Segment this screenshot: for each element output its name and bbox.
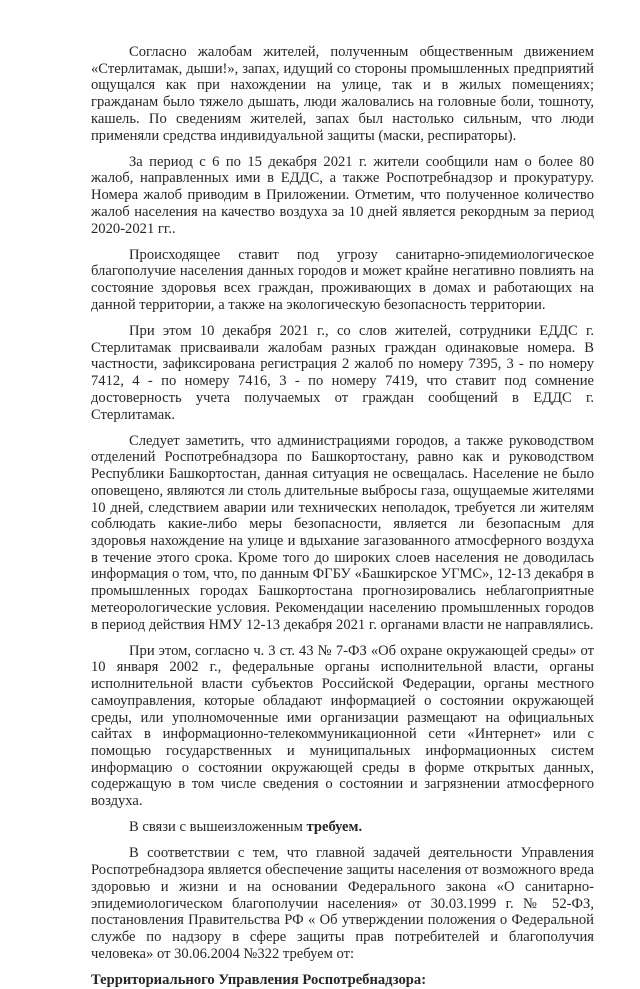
demand-prefix: В связи с вышеизложенным [129,819,307,836]
paragraph-health-threat: Происходящее ставит под угрозу санитарно-эпидемиологическое благополучие населения данных городов и может крайне негативно повлиять на состояние здоровья всех граждан, проживающих в домах и работающих на данной территории, а также на экологическую безопасность территории. [91,246,594,313]
paragraph-edds-numbering: При этом 10 декабря 2021 г., со слов жителей, сотрудники ЕДДС г. Стерлитамак присваивали жалобам разных граждан одинаковые номера. В частности, зафиксирована регистрация 2 жалоб по номеру 7395, 3 - по номеру 7412, 4 - по номеру 7416, 3 - по номеру 7419, что ставит под сомнение достоверность учета получаемых от граждан сообщений в ЕДДС г. Стерлитамак. [91,323,594,423]
document-page [91,44,594,989]
demand-bold-word: требуем. [306,819,363,836]
paragraph-no-notification: Следует заметить, что администрациями городов, а также руководством отделений Роспотребнадзора по Башкортостану, равно как и руководством Республики Башкортостан, данная ситуация не освещалась. Население не было оповещено, являются ли столь длительные выбросы газа, ощущаемые жителями 10 дней, следствием аварии или технических неполадок, требуется ли жителям соблюдать какие-либо меры безопасности, является ли безопасным для здоровья нахождение на улице и вдыхание загазованного атмосферного воздуха в течение этого срока. Кроме того до широких слоев населения не доводилась информация о том, что, по данным ФГБУ «Башкирское УГМС», 12-13 декабря в промышленных городах Башкортостана прогнозировались неблагоприятные метеорологические условия. Рекомендации населению промышленных городов в период действия НМУ 12-13 декабря 2021 г. органами власти не направлялись. [91,432,594,633]
paragraph-demand [91,819,594,836]
section-heading: Территориального Управления Роспотребнадзора: [91,971,427,988]
paragraph-complaints-count: За период с 6 по 15 декабря 2021 г. жители сообщили нам о более 80 жалоб, направленных ими в ЕДДС, а также Роспотребнадзор и прокуратуру. Номера жалоб приводим в Приложении. Отметим, что полученное количество жалоб населения на качество воздуха за 10 дней является рекордным за период 2020-2021 гг.. [91,153,594,237]
paragraph-complaints-smell: Согласно жалобам жителей, полученным общественным движением «Стерлитамак, дыши!», запах, идущий со стороны промышленных предприятий ощущался как при нахождении на улице, так и в жилых помещениях; гражданам было тяжело дышать, люди жаловались на головные боли, тошноту, кашель. По сведениям жителей, запах был настолько сильным, что люди применяли средства индивидуальной защиты (маски, респираторы). [91,44,594,144]
paragraph-law-reference: При этом, согласно ч. 3 ст. 43 № 7-ФЗ «Об охране окружающей среды» от 10 января 2002 г., федеральные органы исполнительной власти, органы исполнительной власти субъектов Российской Федерации, органы местного самоуправления, которые обладают информацией о состоянии окружающей среды, или уполномоченные ими организации размещают на официальных сайтах в информационно-телекоммуникационной сети «Интернет» или с помощью государственных и муниципальных информационных систем информацию о состоянии окружающей среды в форме открытых данных, содержащую в том числе сведения о состоянии и загрязнении атмосферного воздуха. [91,642,594,810]
paragraph-legal-basis: В соответствии с тем, что главной задачей деятельности Управления Роспотребнадзора является обеспечение защиты населения от возможного вреда здоровью и жизни и на основании Федерального закона «О санитарно-эпидемиологическом благополучии населения» от 30.03.1999 г. № 52-ФЗ, постановления Правительства РФ « Об утверждении положения о Федеральной службе по надзору в сфере защиты прав потребителей и благополучия человека» от 30.06.2004 №322 требуем от: [91,845,594,962]
